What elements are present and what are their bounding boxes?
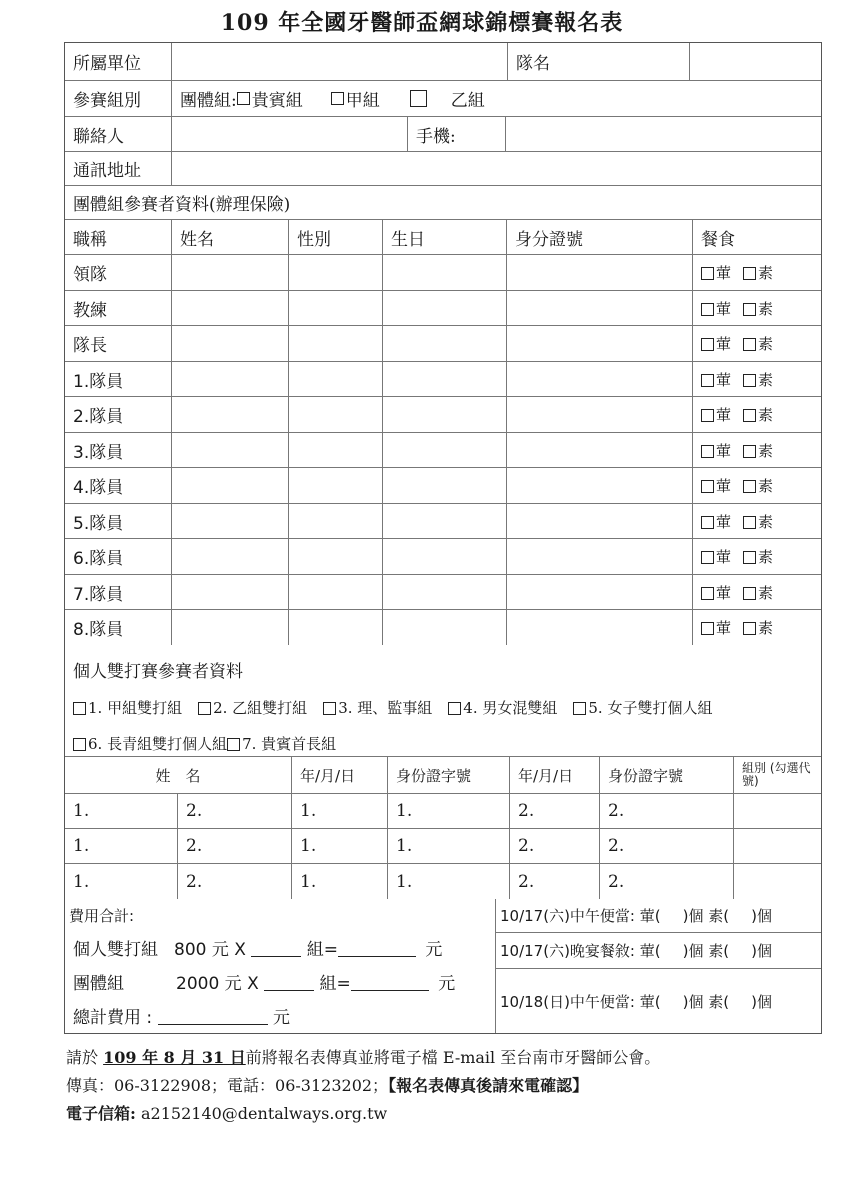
address-field[interactable] (171, 152, 821, 185)
meal-veg-label: 素 (758, 335, 774, 353)
meal-meat-label: 葷 (716, 370, 732, 389)
footer-notes (66, 1044, 826, 1128)
individual-cell[interactable]: 2. (599, 794, 733, 828)
meal-meat-label: 葷 (716, 583, 732, 602)
note-fax-phone: 傳真：06-3122908；電話：06-3123202； (66, 1076, 389, 1095)
fee-individual-amount[interactable] (338, 940, 416, 957)
fee-team-qty[interactable] (264, 974, 314, 991)
team-role-label: 3.隊員 (73, 442, 124, 463)
team-name-field[interactable] (171, 504, 288, 538)
meal-2-mid: )個 素( (682, 942, 730, 960)
fee-individual-qty[interactable] (251, 940, 301, 957)
team-meal-choice (692, 326, 821, 361)
fee-grand-currency: 元 (272, 1008, 290, 1028)
team-gender-field[interactable] (288, 610, 382, 645)
team-member-row (65, 291, 821, 326)
individual-option-label: 4. 男女混雙組 (463, 699, 558, 717)
team-birthday-field[interactable] (382, 539, 506, 574)
header-gender: 性別 (288, 220, 382, 254)
checkbox-vip[interactable] (237, 92, 250, 105)
fee-individual-unit: 組= (306, 940, 338, 960)
team-member-row (65, 575, 821, 610)
fee-team-currency: 元 (438, 974, 456, 994)
individual-option-2 (198, 697, 307, 718)
team-name-field[interactable] (171, 610, 288, 645)
team-birthday-field[interactable] (382, 575, 506, 609)
individual-cell[interactable]: 1. (291, 794, 387, 828)
individual-cell[interactable]: 2. (177, 864, 291, 899)
checkbox-meat[interactable] (701, 267, 714, 280)
individual-options-line1 (73, 697, 728, 718)
team-role-label: 隊長 (73, 336, 107, 356)
individual-option-5 (573, 697, 712, 718)
team-table-header (65, 220, 821, 255)
checkbox-veg[interactable] (743, 338, 756, 351)
team-gender-field[interactable] (288, 539, 382, 574)
meal-veg-label: 素 (758, 619, 774, 637)
team-member-row (65, 504, 821, 539)
individual-option-label: 7. 貴賓首長組 (242, 735, 337, 753)
fee-individual-price: 800 元 X (174, 940, 246, 960)
unit-label: 所屬單位 (73, 54, 141, 74)
checkbox-veg[interactable] (743, 551, 756, 564)
team-member-row (65, 539, 821, 575)
meal-row-3 (496, 969, 821, 1033)
note-line-deadline (66, 1044, 826, 1072)
team-id-field[interactable] (506, 291, 692, 325)
checkbox-meat[interactable] (701, 622, 714, 635)
team-birthday-field[interactable] (382, 397, 506, 432)
ind-header-name: 姓 名 (155, 766, 201, 785)
meal-row-2 (496, 933, 821, 969)
header-meal: 餐食 (692, 220, 821, 254)
note-email-link[interactable]: a2152140@dentalways.org.tw (135, 1104, 388, 1123)
individual-cell[interactable]: 2. (599, 829, 733, 863)
team-id-field[interactable] (506, 539, 692, 574)
meal-veg-label: 素 (758, 477, 774, 495)
meal-veg-label: 素 (758, 264, 774, 282)
team-section-heading-row (65, 186, 821, 220)
meal-meat-label: 葷 (716, 264, 732, 282)
checkbox-individual-6[interactable] (73, 738, 86, 751)
ind-header-id1: 身份證字號 (387, 757, 509, 793)
contact-label: 聯絡人 (73, 126, 124, 147)
checkbox-meat[interactable] (701, 551, 714, 564)
individual-options-line2 (73, 733, 352, 754)
fee-line-team (73, 969, 455, 994)
meal-meat-label: 葷 (716, 512, 732, 531)
team-meal-choice (692, 468, 821, 503)
team-name-field[interactable] (171, 539, 288, 574)
team-member-row (65, 255, 821, 291)
checkbox-individual-7[interactable] (227, 738, 240, 751)
individual-option-1 (73, 697, 182, 718)
checkbox-group-a[interactable] (331, 92, 344, 105)
note-deadline-pre: 請於 (66, 1048, 104, 1067)
team-birthday-field[interactable] (382, 433, 506, 467)
ind-header-date2: 年/月/日 (509, 757, 599, 793)
team-role-label: 領隊 (73, 265, 107, 285)
header-birthday: 生日 (382, 220, 506, 254)
team-birthday-field[interactable] (382, 255, 506, 290)
team-name-field[interactable] (171, 468, 288, 503)
team-meal-choice (692, 433, 821, 467)
team-meal-choice (692, 291, 821, 325)
checkbox-veg[interactable] (743, 303, 756, 316)
meals-panel (495, 899, 821, 1033)
team-id-field[interactable] (506, 504, 692, 538)
header-id: 身分證號 (506, 220, 692, 254)
team-member-row (65, 397, 821, 433)
team-id-field[interactable] (506, 255, 692, 290)
meal-veg-label: 素 (758, 299, 774, 318)
checkbox-meat[interactable] (701, 374, 714, 387)
team-name-field[interactable] (171, 326, 288, 361)
individual-table-header (65, 757, 821, 794)
fee-individual-currency: 元 (425, 940, 443, 960)
meal-veg-label: 素 (758, 441, 774, 460)
individual-heading: 個人雙打賽參賽者資料 (73, 662, 243, 682)
team-birthday-field[interactable] (382, 362, 506, 396)
team-birthday-field[interactable] (382, 610, 506, 645)
team-table-body (65, 255, 821, 645)
team-member-row (65, 326, 821, 362)
team-role-label: 5.隊員 (73, 513, 124, 534)
individual-cell[interactable]: 1. (387, 864, 509, 899)
checkbox-individual-1[interactable] (73, 702, 86, 715)
individual-cell[interactable]: 2. (509, 864, 599, 899)
team-meal-choice (692, 255, 821, 290)
ind-header-date1: 年/月/日 (291, 757, 387, 793)
team-role-label: 6.隊員 (73, 549, 124, 569)
individual-option-label: 5. 女子雙打個人組 (588, 699, 713, 717)
individual-group-field[interactable] (733, 829, 821, 863)
team-gender-field[interactable] (288, 433, 382, 467)
checkbox-veg[interactable] (743, 480, 756, 493)
fee-team-price: 2000 元 X (176, 974, 259, 994)
note-line-contact (66, 1072, 826, 1100)
team-field[interactable] (689, 43, 821, 80)
individual-group-field[interactable] (733, 794, 821, 828)
meal-meat-label: 葷 (716, 441, 732, 460)
team-birthday-field[interactable] (382, 468, 506, 503)
meal-2-label: 10/17(六)晚宴餐敘: 葷( (500, 942, 661, 960)
team-birthday-field[interactable] (382, 504, 506, 538)
team-gender-field[interactable] (288, 575, 382, 609)
individual-cell[interactable]: 1. (387, 794, 509, 828)
contact-field[interactable] (171, 117, 407, 151)
team-id-field[interactable] (506, 575, 692, 609)
individual-cell[interactable]: 1. (387, 829, 509, 863)
team-meal-choice (692, 539, 821, 574)
category-option-a: 甲組 (345, 91, 380, 111)
fee-team-amount[interactable] (351, 974, 429, 991)
individual-option-label: 3. 理、監事組 (338, 699, 433, 717)
meal-3-mid: )個 素( (682, 992, 730, 1011)
team-section-heading: 團體組參賽者資料(辦理保險) (73, 195, 291, 215)
checkbox-veg[interactable] (743, 516, 756, 529)
team-gender-field[interactable] (288, 255, 382, 290)
individual-cell[interactable]: 1. (291, 864, 387, 899)
fee-team-unit: 組= (319, 974, 351, 994)
checkbox-meat[interactable] (701, 409, 714, 422)
team-id-field[interactable] (506, 433, 692, 467)
meal-meat-label: 葷 (716, 406, 732, 424)
address-row (65, 152, 821, 186)
individual-option-label: 6. 長青組雙打個人組 (88, 735, 228, 753)
team-name-field[interactable] (171, 433, 288, 467)
individual-row (65, 794, 821, 829)
team-gender-field[interactable] (288, 397, 382, 432)
checkbox-meat[interactable] (701, 303, 714, 316)
team-id-field[interactable] (506, 362, 692, 396)
individual-cell[interactable]: 2. (177, 794, 291, 828)
checkbox-individual-2[interactable] (198, 702, 211, 715)
individual-option-4 (448, 697, 557, 718)
individual-table-body (65, 794, 821, 899)
meal-veg-label: 素 (758, 583, 774, 602)
checkbox-meat[interactable] (701, 516, 714, 529)
checkbox-meat[interactable] (701, 445, 714, 458)
unit-row (65, 43, 821, 81)
checkbox-veg[interactable] (743, 622, 756, 635)
fee-individual-name: 個人雙打組 (73, 940, 158, 960)
team-meal-choice (692, 610, 821, 645)
meal-veg-label: 素 (758, 512, 774, 531)
meal-1-label: 10/17(六)中午便當: 葷( (500, 907, 661, 925)
meal-1-end: )個 (751, 907, 772, 925)
team-id-field[interactable] (506, 397, 692, 432)
team-name-field[interactable] (171, 255, 288, 290)
team-name-field[interactable] (171, 362, 288, 396)
team-member-row (65, 610, 821, 645)
individual-option-7 (227, 733, 336, 754)
team-gender-field[interactable] (288, 504, 382, 538)
team-gender-field[interactable] (288, 468, 382, 503)
individual-section (65, 645, 821, 757)
fees-total-label: 費用合計: (69, 907, 135, 925)
team-role-label: 2.隊員 (73, 407, 124, 427)
team-name-field[interactable] (171, 575, 288, 609)
ind-header-id2: 身份證字號 (599, 757, 733, 793)
note-email-label: 電子信箱: (66, 1104, 136, 1123)
form-title: 109 年全國牙醫師盃網球錦標賽報名表 (220, 10, 624, 36)
meal-row-1 (496, 899, 821, 933)
team-name-field[interactable] (171, 291, 288, 325)
checkbox-veg[interactable] (743, 587, 756, 600)
category-label: 參賽組別 (73, 91, 141, 111)
team-birthday-field[interactable] (382, 326, 506, 361)
team-member-row (65, 362, 821, 397)
meal-veg-label: 素 (758, 370, 774, 389)
fees-panel (65, 899, 495, 1033)
note-deadline-post: 前將報名表傳真並將電子檔 E-mail 至台南市牙醫師公會。 (245, 1048, 661, 1067)
individual-cell[interactable]: 1. (73, 836, 90, 856)
category-row (65, 81, 821, 117)
meal-3-label: 10/18(日)中午便當: 葷( (500, 992, 661, 1011)
team-meal-choice (692, 575, 821, 609)
individual-cell[interactable]: 2. (177, 829, 291, 863)
meal-1-mid: )個 素( (682, 907, 730, 925)
fee-line-grand (73, 1003, 290, 1028)
address-label: 通訊地址 (73, 161, 141, 181)
team-id-field[interactable] (506, 468, 692, 503)
note-deadline-date: 109 年 8 月 31 日 (103, 1048, 246, 1067)
registration-form (64, 42, 822, 1034)
team-meal-choice (692, 362, 821, 396)
fee-line-individual (73, 935, 442, 960)
note-confirm: 【報名表傳真後請來電確認】 (388, 1076, 589, 1095)
category-option-vip: 貴賓組 (251, 91, 303, 111)
checkbox-meat[interactable] (701, 480, 714, 493)
individual-option-6 (73, 733, 227, 754)
fee-team-name: 團體組 (73, 974, 124, 994)
meal-2-end: )個 (751, 942, 772, 960)
header-name: 姓名 (171, 220, 288, 254)
checkbox-veg[interactable] (743, 267, 756, 280)
meal-meat-label: 葷 (716, 548, 732, 566)
individual-cell[interactable]: 2. (509, 829, 599, 863)
checkbox-veg[interactable] (743, 445, 756, 458)
team-role-label: 教練 (73, 300, 107, 321)
meal-3-end: )個 (751, 992, 772, 1011)
team-gender-field[interactable] (288, 291, 382, 325)
meal-meat-label: 葷 (716, 619, 732, 637)
checkbox-individual-4[interactable] (448, 702, 461, 715)
team-meal-choice (692, 397, 821, 432)
individual-option-3 (323, 697, 432, 718)
meal-veg-label: 素 (758, 406, 774, 424)
checkbox-veg[interactable] (743, 374, 756, 387)
fee-grand-amount[interactable] (158, 1008, 268, 1025)
team-role-label: 1.隊員 (73, 371, 124, 392)
team-label: 隊名 (507, 43, 689, 80)
checkbox-meat[interactable] (701, 338, 714, 351)
meal-meat-label: 葷 (716, 335, 732, 353)
individual-option-label: 1. 甲組雙打組 (88, 699, 183, 717)
fees-row (65, 899, 821, 1033)
meal-veg-label: 素 (758, 548, 774, 566)
category-group-prefix: 團體組: (180, 91, 237, 111)
mobile-field[interactable] (505, 117, 821, 151)
team-birthday-field[interactable] (382, 291, 506, 325)
meal-meat-label: 葷 (716, 477, 732, 495)
team-role-label: 8.隊員 (73, 620, 124, 640)
unit-field[interactable] (171, 43, 507, 80)
individual-cell[interactable]: 1. (291, 829, 387, 863)
individual-option-label: 2. 乙組雙打組 (213, 699, 308, 717)
mobile-label: 手機: (407, 117, 505, 151)
individual-cell[interactable]: 2. (599, 864, 733, 899)
fee-grand-label: 總計費用 : (73, 1008, 153, 1028)
header-title: 職稱 (73, 229, 107, 250)
individual-cell[interactable]: 2. (509, 794, 599, 828)
meal-meat-label: 葷 (716, 299, 732, 318)
team-member-row (65, 433, 821, 468)
team-name-field[interactable] (171, 397, 288, 432)
individual-cell[interactable]: 1. (73, 801, 90, 821)
checkbox-individual-5[interactable] (573, 702, 586, 715)
contact-row (65, 117, 821, 152)
individual-group-field[interactable] (733, 864, 821, 899)
checkbox-individual-3[interactable] (323, 702, 336, 715)
team-gender-field[interactable] (288, 326, 382, 361)
note-line-email (66, 1100, 826, 1128)
checkbox-meat[interactable] (701, 587, 714, 600)
individual-row (65, 829, 821, 864)
team-member-row (65, 468, 821, 504)
team-id-field[interactable] (506, 610, 692, 645)
individual-cell[interactable]: 1. (73, 871, 90, 892)
individual-row (65, 864, 821, 899)
team-meal-choice (692, 504, 821, 538)
team-gender-field[interactable] (288, 362, 382, 396)
checkbox-veg[interactable] (743, 409, 756, 422)
category-options (171, 81, 821, 116)
category-option-b: 乙組 (450, 91, 485, 111)
team-role-label: 4.隊員 (73, 478, 124, 498)
checkbox-group-b[interactable] (410, 90, 427, 107)
team-id-field[interactable] (506, 326, 692, 361)
ind-header-group: 組別 (勾選代號) (733, 757, 821, 793)
team-role-label: 7.隊員 (73, 584, 124, 605)
